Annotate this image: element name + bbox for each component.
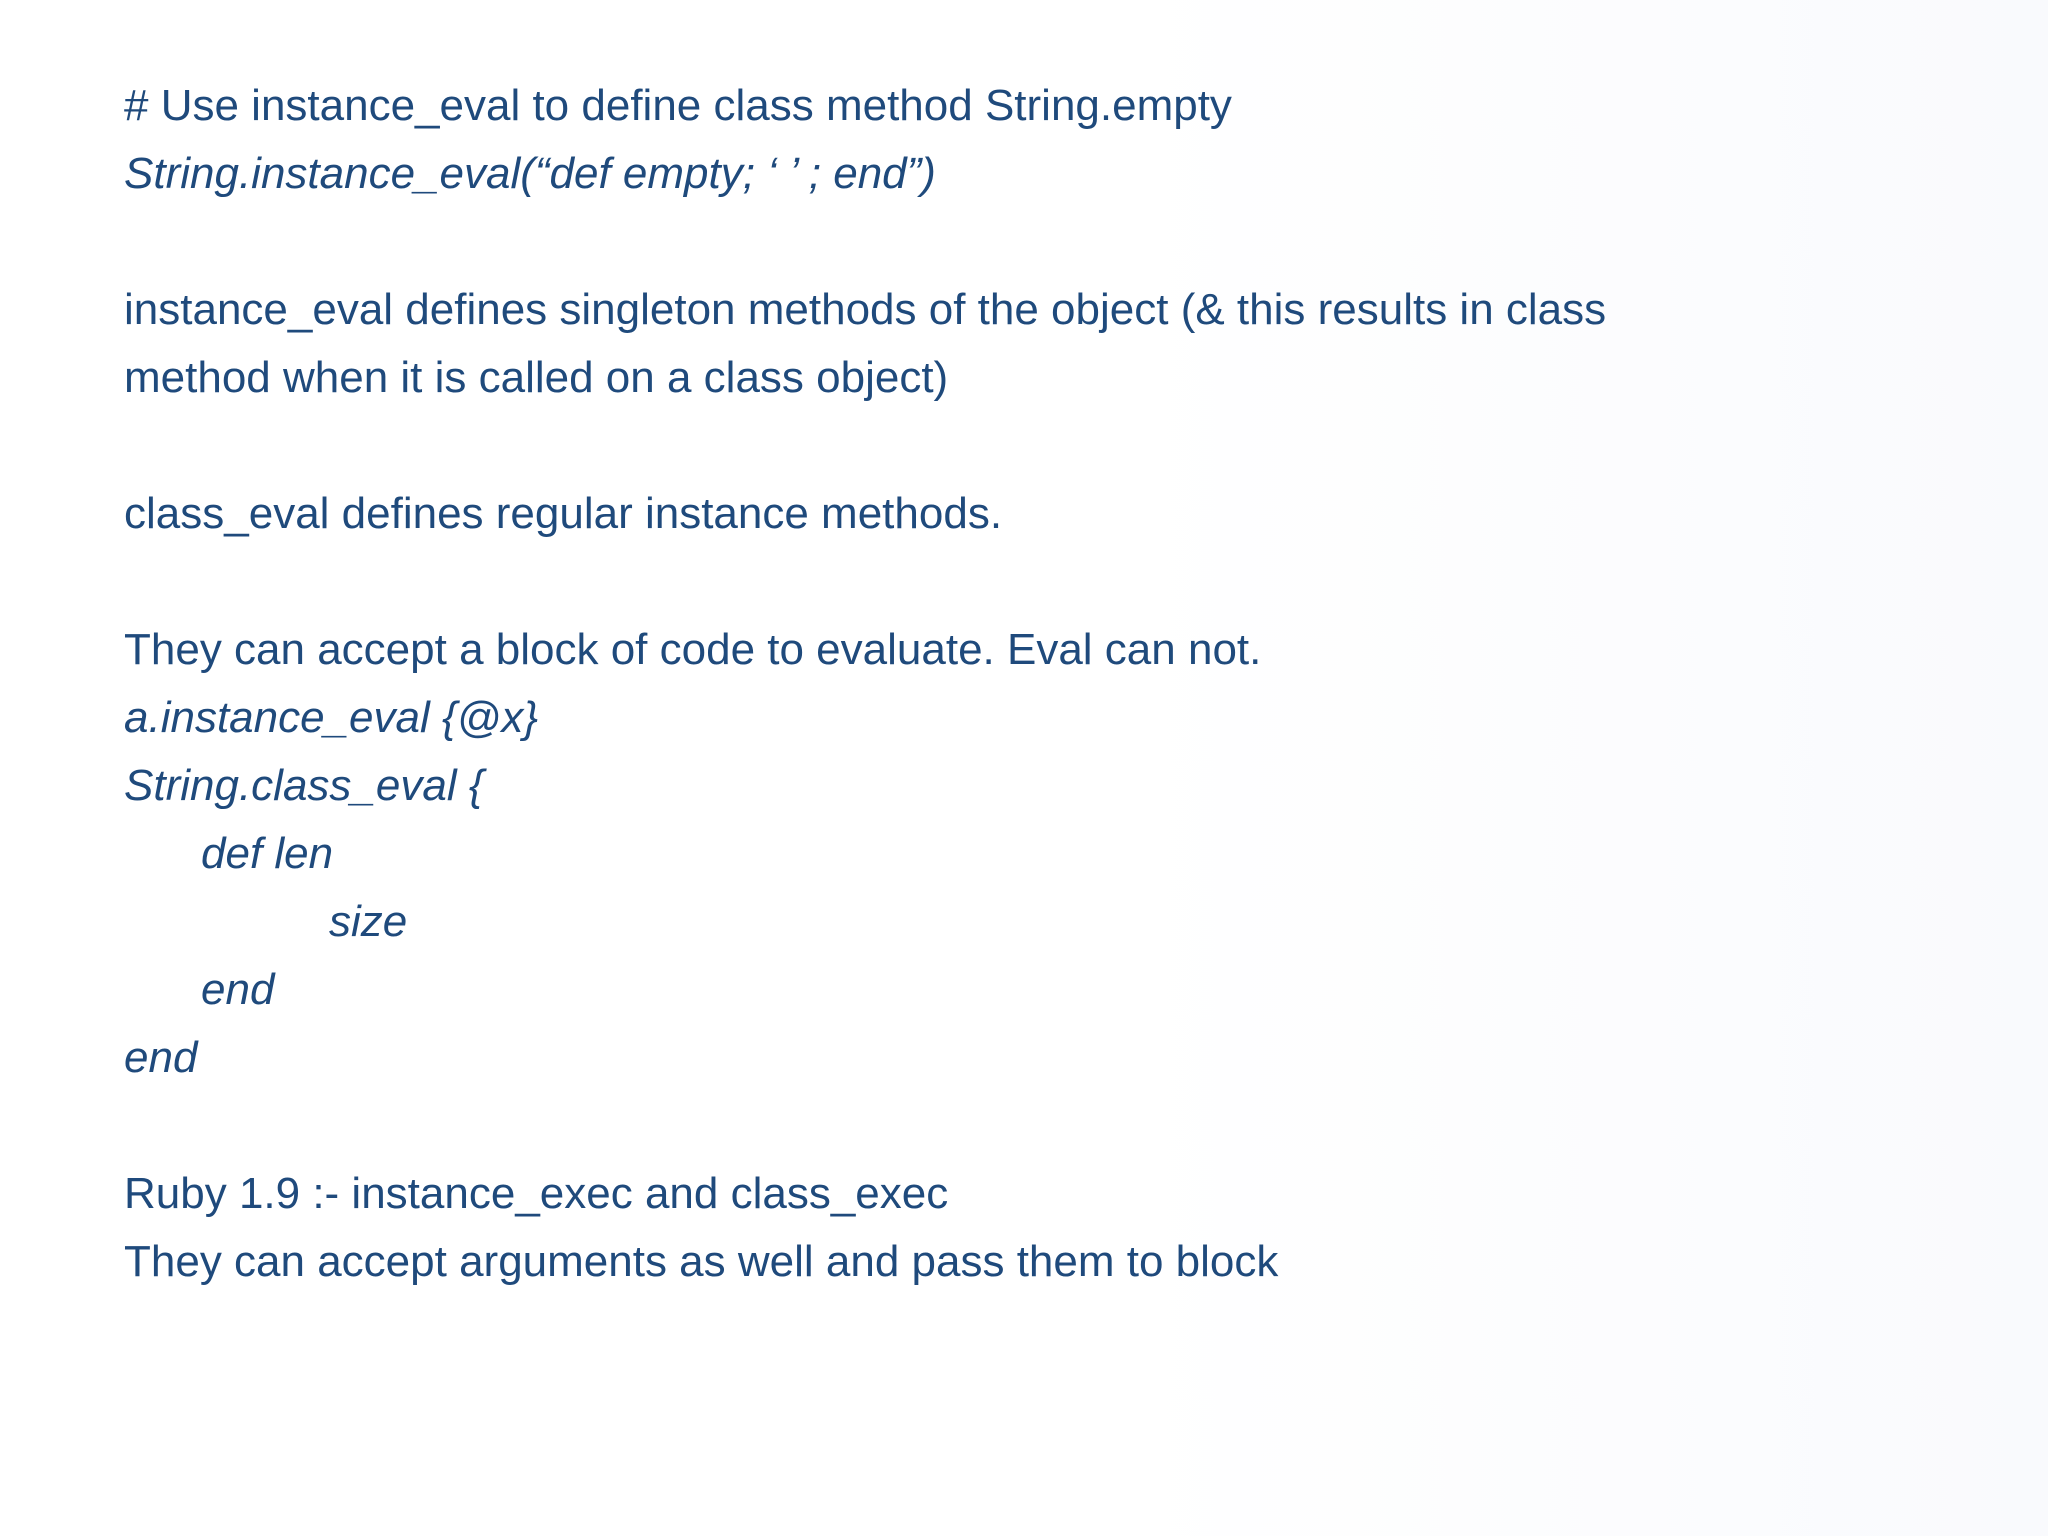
- comment-line: # Use instance_eval to define class method String.empty: [124, 81, 1232, 130]
- code-line-5: end: [201, 965, 275, 1014]
- code-line-1: a.instance_eval {@x}: [124, 693, 539, 742]
- code-line-2: String.class_eval {: [124, 761, 484, 810]
- paragraph-class-eval: class_eval defines regular instance methods.: [124, 489, 1003, 538]
- spacer: [124, 548, 1984, 616]
- spacer: [124, 1092, 1984, 1160]
- paragraph-instance-eval-line-2: method when it is called on a class object): [124, 353, 949, 402]
- spacer: [124, 208, 1984, 276]
- spacer: [124, 412, 1984, 480]
- paragraph-instance-eval-line-1: instance_eval defines singleton methods of the object (& this results in class: [124, 285, 1607, 334]
- paragraph-ruby-19-line-1: Ruby 1.9 :- instance_exec and class_exec: [124, 1169, 949, 1218]
- paragraph-block-accept: They can accept a block of code to evaluate. Eval can not.: [124, 625, 1262, 674]
- code-line-instance-eval-string: String.instance_eval(“def empty; ‘ ’ ; end”): [124, 149, 936, 198]
- slide-content: [124, 72, 1984, 1296]
- paragraph-ruby-19-line-2: They can accept arguments as well and pass them to block: [124, 1237, 1279, 1286]
- code-line-3: def len: [201, 829, 334, 878]
- code-line-6: end: [124, 1033, 198, 1082]
- code-line-4: size: [329, 897, 408, 946]
